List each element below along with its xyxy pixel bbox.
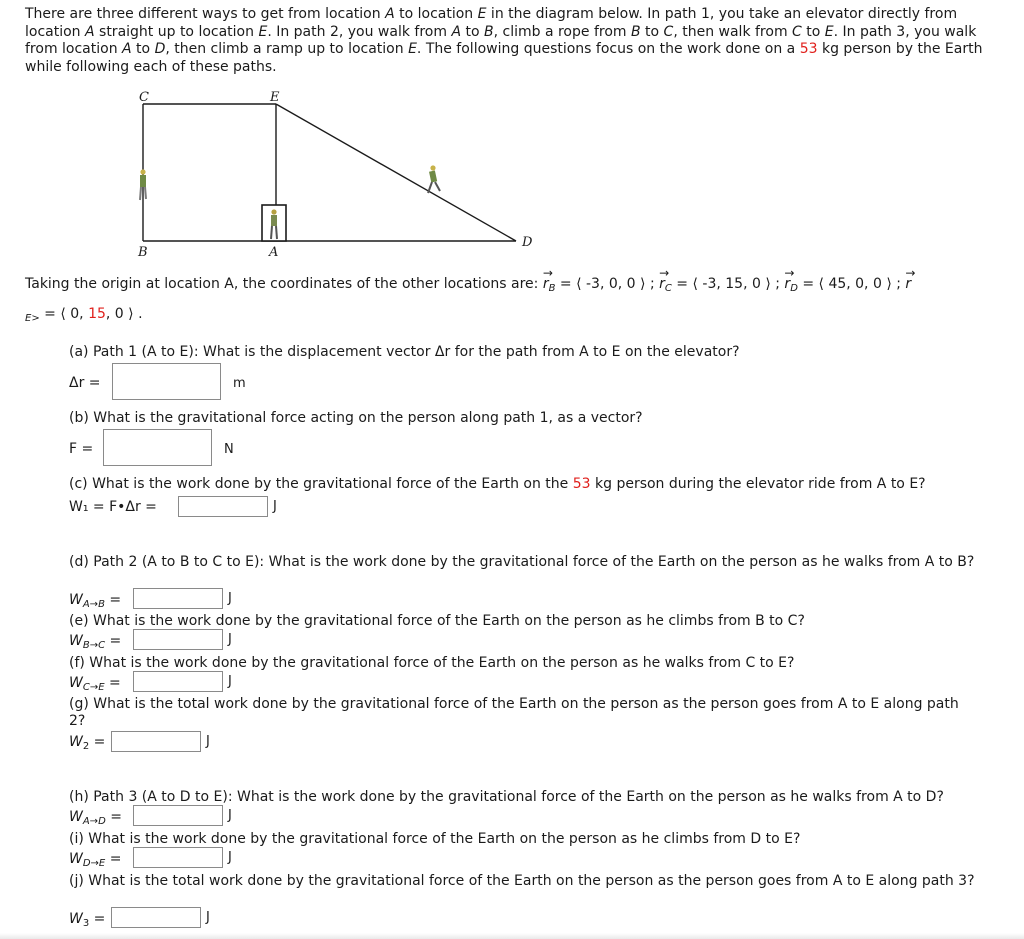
question-f-label: $W_{C\to E}$ =: [69, 675, 121, 693]
label-d: D: [522, 235, 533, 250]
question-j-label: $W_3$ =: [69, 911, 106, 929]
question-c-label: W₁ = F•Δr =: [69, 499, 157, 515]
question-i-text: (i) What is the work done by the gravitational force of the Earth on the person as he climbs from D to E?: [69, 831, 801, 847]
label-b: B: [138, 245, 148, 260]
coordinates-line-2: $_{E>}$ = ⟨ 0, 15, 0 ⟩ .: [25, 306, 143, 324]
question-b-text: (b) What is the gravitational force acting on the person along path 1, as a vector?: [69, 410, 643, 426]
question-f-text: (f) What is the work done by the gravitational force of the Earth on the person as he walks from C to E?: [69, 655, 795, 671]
answer-b-unit: N: [224, 442, 234, 457]
answer-c-unit: J: [273, 499, 277, 514]
answer-a-input[interactable]: [112, 363, 221, 400]
problem-intro: There are three different ways to get from location A to location E in the diagram below. In path 1, you take an elevator directly from location A straight up to location E. In path 2, you walk from A to B, climb a rope from B to C, then walk from C to E. In path 3, you walk from location A to D, then climb a ramp up to location E. The following questions focus on the work done on a 53 kg person by the Earth while following each of these paths.: [25, 6, 983, 75]
question-i-label: $W_{D\to E}$ =: [69, 851, 122, 869]
answer-f-unit: J: [228, 674, 232, 689]
question-j-text: (j) What is the total work done by the gravitational force of the Earth on the person as the person goes from A to E along path 3?: [69, 873, 975, 889]
question-b-label: F =: [69, 441, 94, 457]
question-c-text: (c) What is the work done by the gravitational force of the Earth on the 53 kg person during the elevator ride from A to E?: [69, 476, 926, 492]
question-h-label: $W_{A\to D}$ =: [69, 809, 122, 827]
answer-j-input[interactable]: [111, 907, 201, 928]
question-a-label: Δr =: [69, 375, 101, 391]
label-a: A: [269, 245, 279, 260]
answer-e-unit: J: [228, 632, 232, 647]
question-d-text: (d) Path 2 (A to B to C to E): What is the work done by the gravitational force of the Earth on the person as he walks from A to B?: [69, 554, 975, 570]
answer-g-input[interactable]: [111, 731, 201, 752]
ramp-walker-icon: [428, 165, 440, 193]
answer-i-unit: J: [228, 850, 232, 865]
question-h-text: (h) Path 3 (A to D to E): What is the work done by the gravitational force of the Earth on the person as he walks from A to D?: [69, 789, 944, 805]
answer-g-unit: J: [206, 734, 210, 749]
question-g-text: (g) What is the total work done by the gravitational force of the Earth on the person as the person goes from A to E along path 2?: [69, 696, 959, 729]
label-c: C: [139, 90, 149, 105]
question-d-label: $W_{A\to B}$ =: [69, 592, 122, 610]
question-a-text: (a) Path 1 (A to E): What is the displacement vector Δr for the path from A to E on the elevator?: [69, 344, 740, 360]
answer-b-input[interactable]: [103, 429, 212, 466]
answer-e-input[interactable]: [133, 629, 223, 650]
coordinates-line: Taking the origin at location A, the coordinates of the other locations are: → $r_B$ = ⟨ -3, 0, 0 ⟩ ; → $r_C$ = ⟨ -3, 15, 0 ⟩ ; → $r_D$ = ⟨ 45, 0, 0 ⟩ ; → r: [25, 276, 911, 294]
bottom-edge: [0, 933, 1024, 939]
question-e-label: $W_{B\to C}$ =: [69, 633, 122, 651]
answer-d-input[interactable]: [133, 588, 223, 609]
answer-i-input[interactable]: [133, 847, 223, 868]
answer-a-unit: m: [233, 376, 246, 391]
label-e: E: [270, 90, 280, 105]
answer-f-input[interactable]: [133, 671, 223, 692]
path-diagram: [0, 0, 1024, 270]
answer-h-unit: J: [228, 808, 232, 823]
answer-h-input[interactable]: [133, 805, 223, 826]
mass-value: 53: [799, 41, 818, 57]
elevator-icon: [262, 205, 286, 241]
question-e-text: (e) What is the work done by the gravitational force of the Earth on the person as he climbs from B to C?: [69, 613, 805, 629]
answer-d-unit: J: [228, 591, 232, 606]
answer-j-unit: J: [206, 910, 210, 925]
answer-c-input[interactable]: [178, 496, 268, 517]
question-g-label: $W_2$ =: [69, 734, 106, 752]
